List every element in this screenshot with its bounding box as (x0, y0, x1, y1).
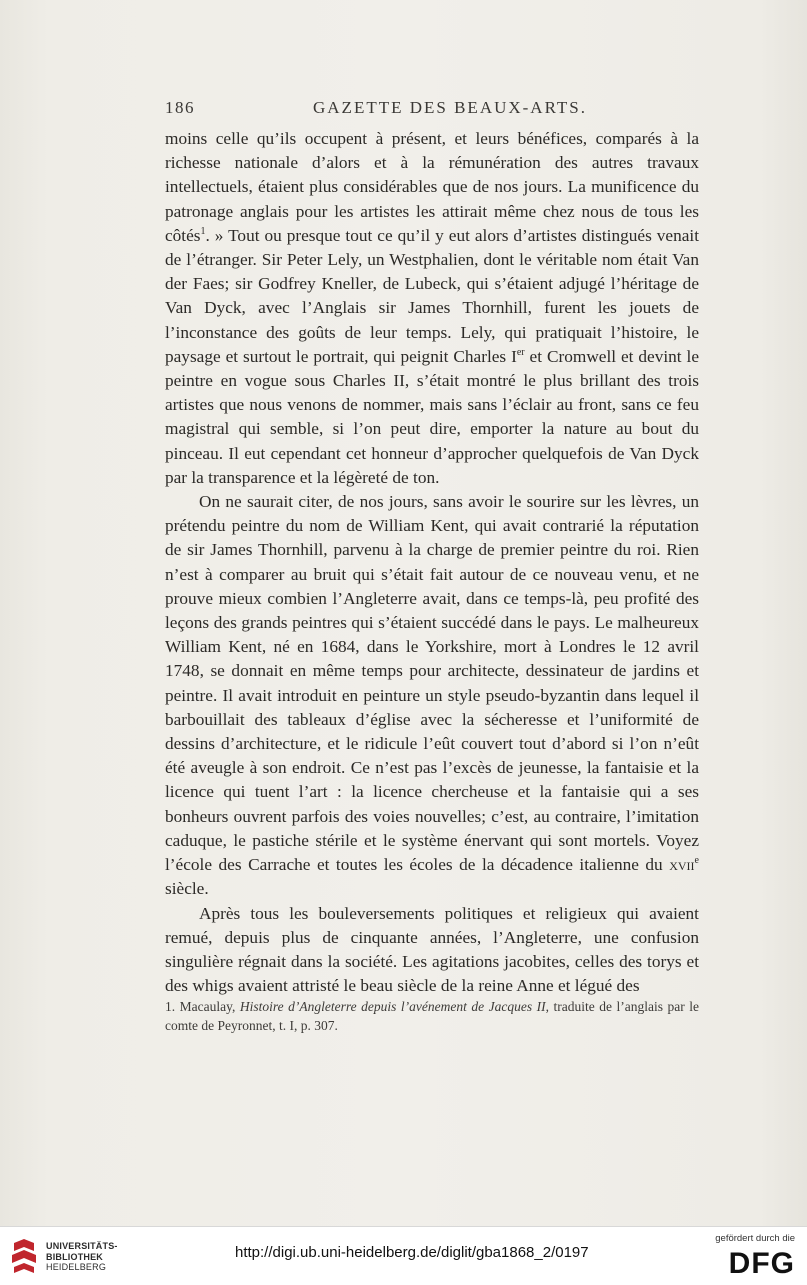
university-library-logo-icon[interactable] (8, 1237, 40, 1275)
library-name[interactable]: UNIVERSITÄTS- BIBLIOTHEK HEIDELBERG (46, 1241, 118, 1272)
running-header (165, 98, 699, 122)
article-body (165, 127, 699, 998)
funding-note: gefördert durch die (715, 1233, 795, 1244)
paragraph: Après tous les bouleversements politiques et religieux qui avaient remué, depuis plus de cinquante années, l’Angleterre, une confusion singulière régnait dans la société. Les agitations jacobites, celles des torys et des whigs avaient attristé le beau siècle de la reine Anne et légué des (165, 903, 699, 996)
running-title: GAZETTE DES BEAUX-ARTS. (313, 98, 587, 117)
permalink-url[interactable]: http://digi.ub.uni-heidelberg.de/diglit/gba1868_2/0197 (235, 1244, 589, 1261)
paragraph: On ne saurait citer, de nos jours, sans avoir le sourire sur les lèvres, un prétendu peintre du nom de William Kent, qui avait contrarié la réputation de sir James Thornhill, parvenu à la charge de premier peintre du roi. Rien n’est à comparer au bruit qui s’était fait autour de ce nouveau venu, et ne prouve mieux combien l’Angleterre avait, dans ce temps-là, peu profité des leçons des grands peintres qui s’étaient succédé dans le pays. Le malheureux William Kent, né en 1684, dans le Yorkshire, mort à Londres le 12 avril 1748, se donnait en même temps pour architecte, dessinateur de jardins et peintre. Il avait introduit en peinture un style pseudo-byzantin dans lequel il barbouillait des tableaux d’église avec la sécheresse et l’uniformité de dessins d’architecture, et le ridicule l’eût couvert tout d’abord si l’on n’eût été aveugle à son endroit. Ce n’est pas l’excès de jeunesse, la fantaisie et la licence qui tuent l’art : la licence chercheuse et la fantaisie qui a ses bonheurs ouvrent parfois des voies nouvelles; c’est, au contraire, l’imitation caduque, le pastiche stérile et le système énervant qui sont mortels. Voyez l’école des Carrache et toutes les écoles de la décadence italienne du xvii$^e$ siècle. (165, 492, 699, 899)
paragraph: moins celle qu’ils occupent à présent, et leurs bénéfices, comparés à la richesse nationale d’alors et à la rémunération des autres travaux intellectuels, étaient plus considérables que de nos jours. La munificence du patronage anglais pour les artistes les attirait même chez nous de tous les côtés$^1$. » Tout ou presque tout ce qu’il y eut alors d’artistes distingués venait de l’étranger. Sir Peter Lely, un Westphalien, dont le véritable nom était Van der Faes; sir Godfrey Kneller, de Lubeck, qui s’étaient adjugé l’héritage de Van Dyck, avec l’Anglais sir James Thornhill, furent les jouets de l’inconstance des goûts de leur temps. Lely, qui pratiquait l’histoire, le paysage et surtout le portrait, qui peignit Charles Ier et Cromwell et devint le peintre en vogue sous Charles II, s’était montré le plus brillant des trois artistes que nous venons de nommer, mais sans l’éclair au front, sans ce feu magistral qui semble, si l’on peut dire, emporter la nature au bout du pinceau. Il eut cependant cet honneur d’approcher quelquefois de Van Dyck par la transparence et la légèreté de ton. (165, 129, 699, 487)
footnote-number: 1. (165, 999, 176, 1014)
footnote: 1. Macaulay, Histoire d’Angleterre depuis l’avénement de Jacques II, traduite de l’anglais par le comte de Peyronnet, t. I, p. 307. (165, 999, 699, 1033)
footnote-reference[interactable]: 1 (200, 226, 206, 238)
dfg-logo[interactable]: DFG (728, 1247, 795, 1280)
viewer-footer (0, 1226, 807, 1285)
page-number: 186 (165, 98, 195, 117)
footnote-title: Histoire d’Angleterre depuis l’avénement de Jacques II (239, 999, 546, 1014)
